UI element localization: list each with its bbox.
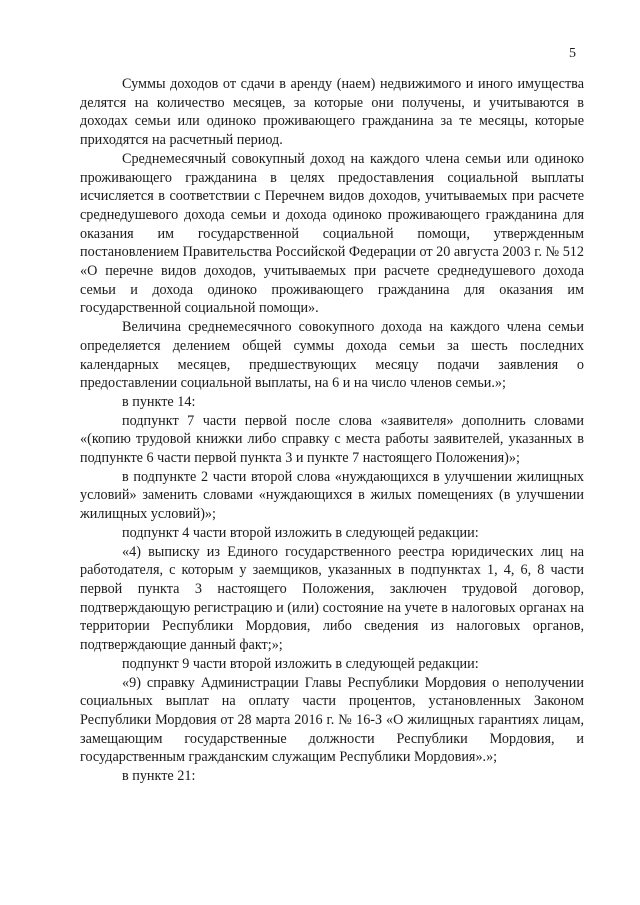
paragraph-clause-14: в пункте 14:: [122, 393, 196, 410]
page-number: 5: [569, 46, 576, 61]
paragraph-subclause-2: в подпункте 2 части второй слова «нуждающихся в улучшении жилищных условий» заменить словами «нуждающихся в жилых помещениях (в улучшении жилищных условий)»;: [80, 468, 584, 523]
paragraph-clause-21: в пункте 21:: [122, 768, 196, 785]
document-body: [80, 75, 584, 786]
paragraph-income-calculation: Величина среднемесячного совокупного дохода на каждого члена семьи определяется делением общей суммы дохода семьи за шесть последних календарных месяцев, предшествующих месяцу подачи заявления о предоставлении социальной выплаты, на 6 и на число членов семьи.»;: [80, 319, 584, 392]
paragraph-rental-income: Суммы доходов от сдачи в аренду (наем) недвижимого и иного имущества делятся на количество месяцев, за которые они получены, и учитываются в доходах семьи или одиноко проживающего гражданина за те месяцы, которые приходятся на расчетный период.: [80, 76, 584, 149]
paragraph-subclause-9-text: «9) справку Администрации Главы Республики Мордовия о неполучении социальных выплат на оплату части процентов, установленных Законом Республики Мордовия от 28 марта 2016 г. № 16-З «О жилищных гарантиях лицам, замещающим государственные должности Республики Мордовия, и государственным гражданским служащим Республики Мордовия».»;: [80, 674, 584, 766]
paragraph-subclause-4-text: «4) выписку из Единого государственного реестра юридических лиц на работодателя, с которым у заемщиков, указанных в подпунктах 1, 4, 6, 8 части первой пункта 3 настоящего Положения, заключен трудовой договор, подтверждающую регистрацию и (или) состояние на учете в налоговых органах на территории Республики Мордовия, либо сведения из налоговых органов, подтверждающие данный факт;»;: [80, 543, 584, 654]
paragraph-subclause-4-intro: подпункт 4 части второй изложить в следующей редакции:: [122, 524, 479, 541]
paragraph-subclause-9-intro: подпункт 9 части второй изложить в следующей редакции:: [122, 655, 479, 672]
paragraph-subclause-7: подпункт 7 части первой после слова «заявителя» дополнить словами «(копию трудовой книжки либо справку с места работы заявителей, указанных в подпункте 6 части первой пункта 3 и пункте 7 настоящего Положения)»;: [80, 412, 584, 467]
paragraph-average-income: Среднемесячный совокупный доход на каждого члена семьи или одиноко проживающего гражданина в целях предоставления социальной выплаты исчисляется в соответствии с Перечнем видов доходов, учитываемых при расчете среднедушевого дохода семьи и дохода одиноко проживающего гражданина для оказания им государственной социальной помощи, утвержденным постановлением Правительства Российской Федерации от 20 августа 2003 г. № 512 «О перечне видов доходов, учитываемых при расчете среднедушевого дохода семьи и дохода одиноко проживающего гражданина для оказания им государственной социальной помощи».: [80, 150, 584, 317]
